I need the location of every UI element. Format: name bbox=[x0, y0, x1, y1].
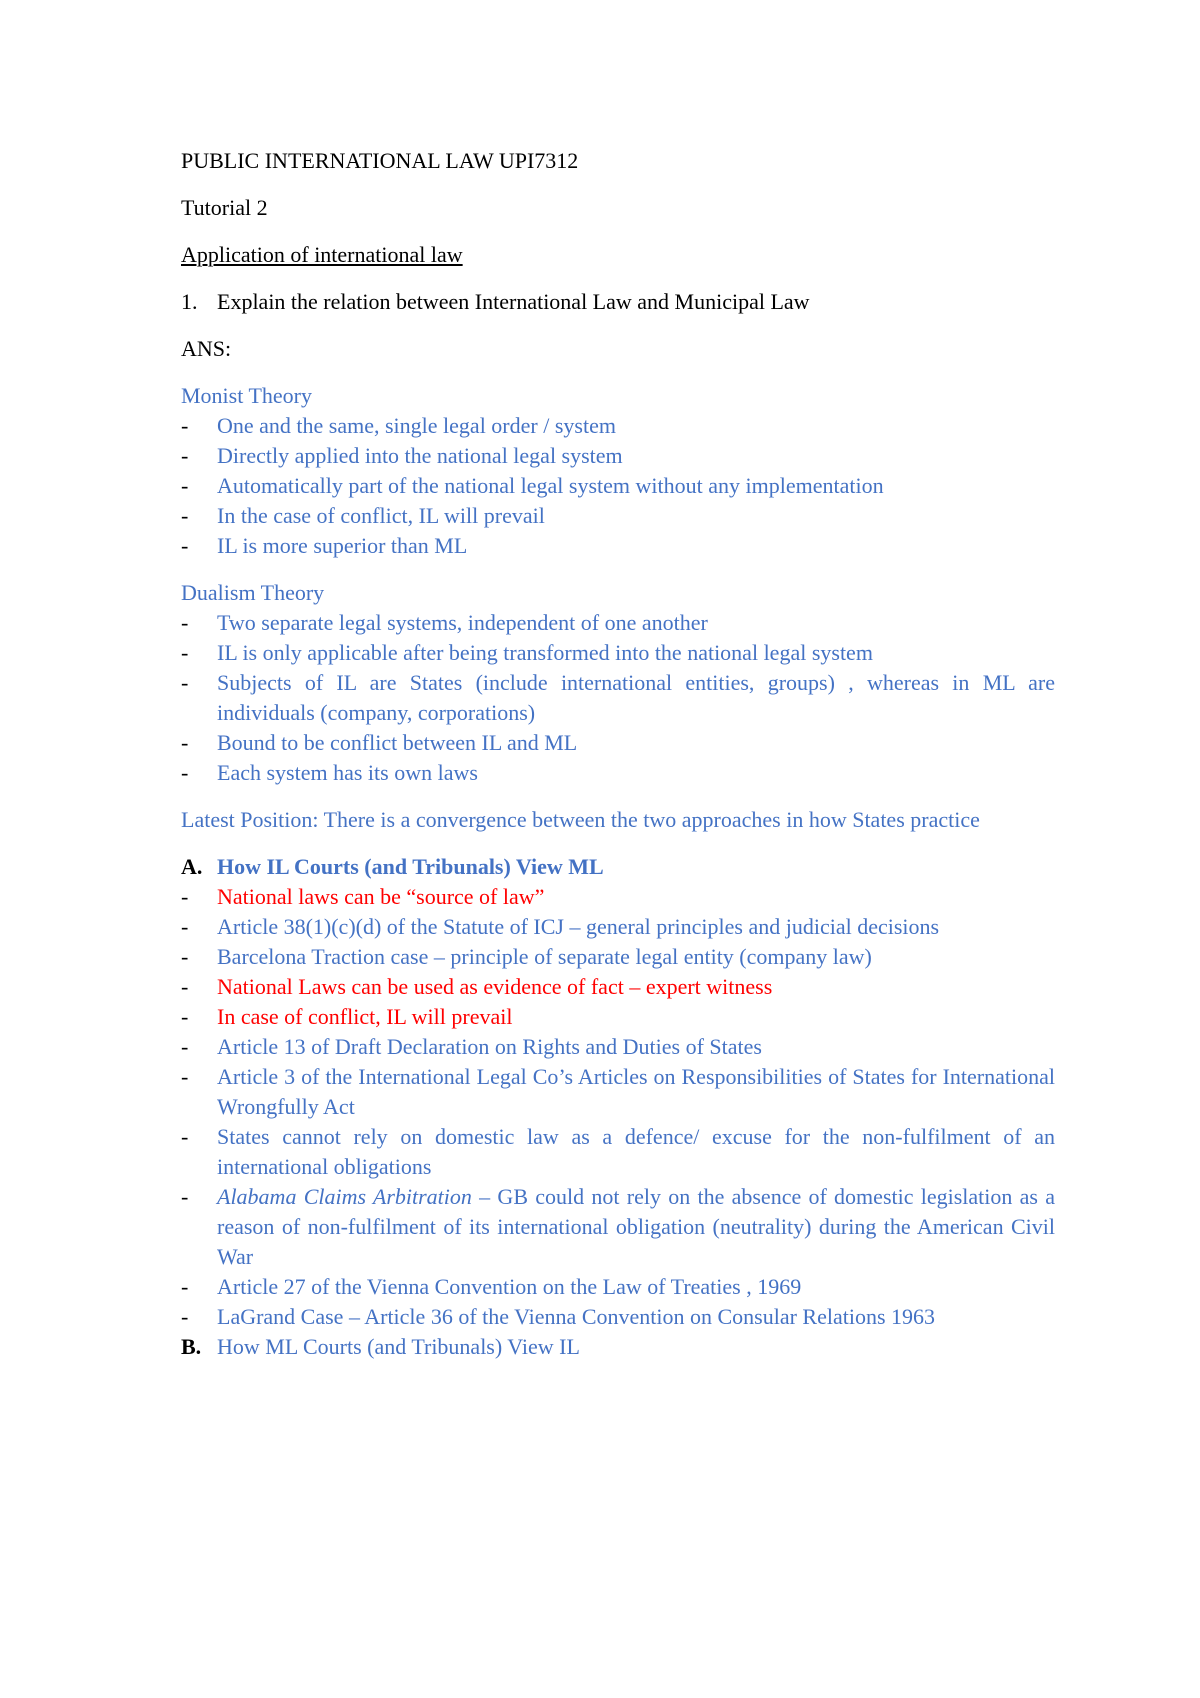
list-item: - Article 27 of the Vienna Convention on the Law of Treaties , 1969 bbox=[181, 1274, 802, 1299]
list-item: - Bound to be conflict between IL and ML bbox=[181, 730, 578, 755]
question-text: Explain the relation between International Law and Municipal Law bbox=[217, 289, 810, 314]
section-a-list bbox=[181, 882, 1055, 1332]
list-item: - Automatically part of the national legal system without any implementation bbox=[181, 473, 884, 498]
list-item: - States cannot rely on domestic law as a defence/ excuse for the non-fulfilment of an international obligations bbox=[181, 1124, 1055, 1179]
section-b-letter: B. bbox=[181, 1334, 202, 1359]
list-item: - Alabama Claims Arbitration – GB could not rely on the absence of domestic legislation as a reason of non-fulfilment of its international obligation (neutrality) during the American Civil War bbox=[181, 1184, 1056, 1269]
list-item: - Article 13 of Draft Declaration on Rights and Duties of States bbox=[181, 1034, 762, 1059]
list-item: - LaGrand Case – Article 36 of the Vienna Convention on Consular Relations 1963 bbox=[181, 1304, 936, 1329]
list-item: - Directly applied into the national legal system bbox=[181, 443, 623, 468]
dualism-heading: Dualism Theory bbox=[181, 580, 325, 605]
dualism-list bbox=[181, 608, 1055, 788]
list-item: - In case of conflict, IL will prevail bbox=[181, 1004, 513, 1029]
list-item: - National Laws can be used as evidence of fact – expert witness bbox=[181, 974, 773, 999]
section-a-letter: A. bbox=[181, 854, 203, 879]
list-item: - IL is only applicable after being transformed into the national legal system bbox=[181, 640, 873, 665]
list-item: - Each system has its own laws bbox=[181, 760, 478, 785]
monist-heading: Monist Theory bbox=[181, 383, 312, 408]
tutorial-label: Tutorial 2 bbox=[181, 195, 268, 220]
document-page bbox=[181, 146, 1055, 1362]
section-a-heading bbox=[181, 852, 1055, 882]
question-1 bbox=[181, 287, 1055, 317]
list-item: - Barcelona Traction case – principle of separate legal entity (company law) bbox=[181, 944, 872, 969]
list-item: - In the case of conflict, IL will prevail bbox=[181, 503, 545, 528]
section-heading: Application of international law bbox=[181, 242, 463, 267]
section-b-title: How ML Courts (and Tribunals) View IL bbox=[217, 1334, 580, 1359]
list-item: - National laws can be “source of law” bbox=[181, 884, 545, 909]
monist-list bbox=[181, 411, 1055, 561]
answer-label: ANS: bbox=[181, 336, 232, 361]
section-b-heading bbox=[181, 1332, 1055, 1362]
list-item: - Two separate legal systems, independent of one another bbox=[181, 610, 708, 635]
latest-position: Latest Position: There is a convergence between the two approaches in how States practice bbox=[181, 807, 980, 832]
case-name: Alabama Claims Arbitration bbox=[217, 1184, 472, 1209]
list-item: - Article 38(1)(c)(d) of the Statute of ICJ – general principles and judicial decisions bbox=[181, 914, 940, 939]
list-item: - Subjects of IL are States (include international entities, groups) , whereas in ML are individuals (company, corporations) bbox=[181, 670, 1055, 725]
list-item: - Article 3 of the International Legal Co’s Articles on Responsibilities of States for International Wrongfully Act bbox=[181, 1064, 1055, 1119]
question-number: 1. bbox=[181, 289, 198, 314]
course-title: PUBLIC INTERNATIONAL LAW UPI7312 bbox=[181, 148, 579, 173]
section-a-title: How IL Courts (and Tribunals) View ML bbox=[217, 854, 604, 879]
list-item: - IL is more superior than ML bbox=[181, 533, 468, 558]
list-item: - One and the same, single legal order / system bbox=[181, 413, 616, 438]
